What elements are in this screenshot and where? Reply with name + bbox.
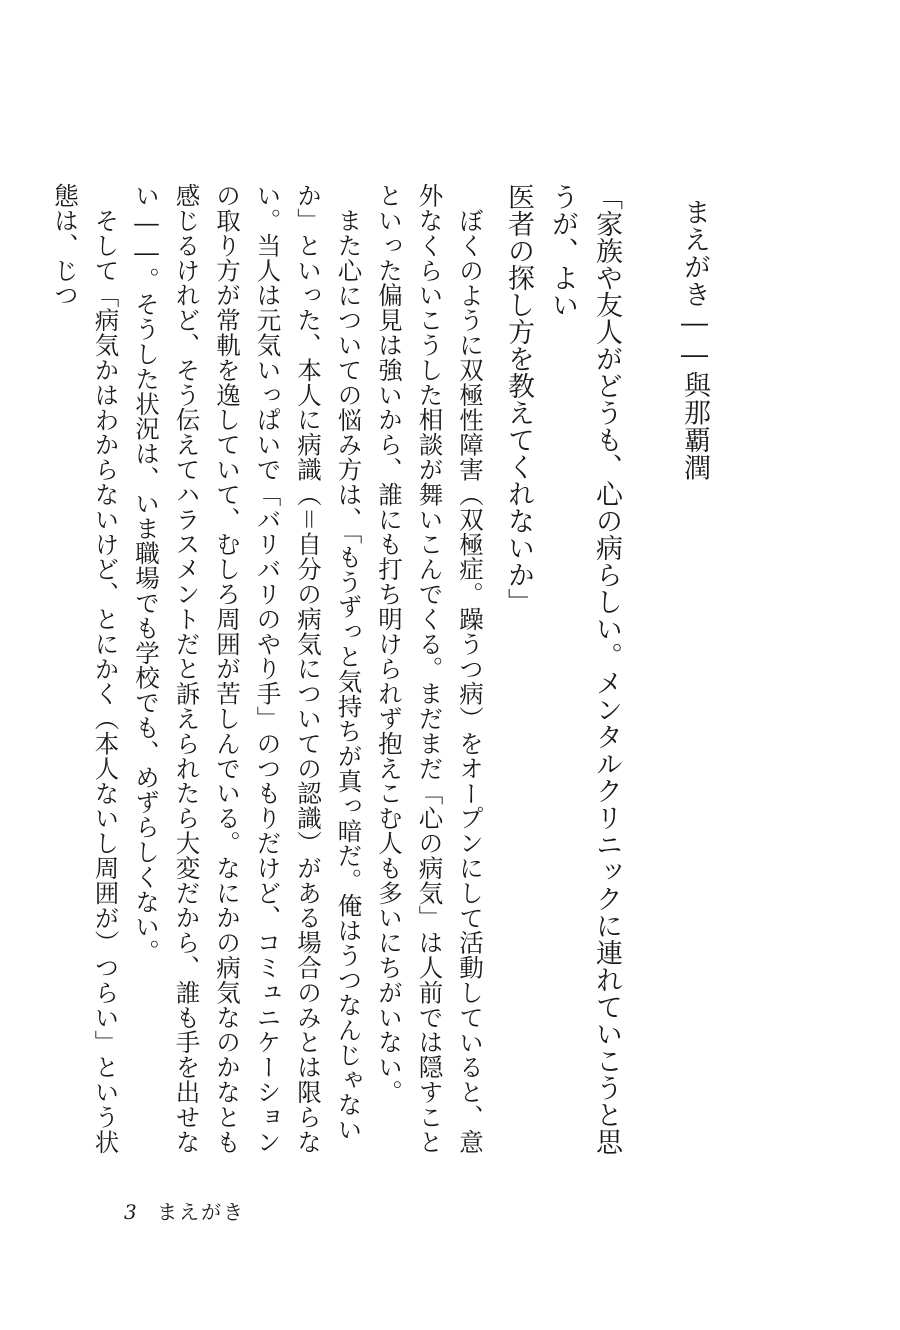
body-text	[45, 183, 491, 1163]
body-paragraph-1: ぼくのように双極性障害（双極症。躁うつ病）をオープンにして活動していると、意外なくらいこうした相談が舞いこんでくる。まだまだ「心の病気」は人前では隠すことといった偏見は強いから、誰にも打ち明けられず抱えこむ人も多いにちがいない。	[375, 183, 485, 1155]
chapter-title: まえがき――與那覇潤	[679, 198, 710, 481]
body-paragraph-2: また心についての悩み方は、「もうずっと気持ちが真っ暗だ。俺はうつなんじゃないか」といった、本人に病識（＝自分の病気についての認識）がある場合のみとは限らない。当人は元気いっぱいで「バリバリのやり手」のつもりだけど、コミュニケーションの取り方が常軌を逸していて、むしろ周囲が苦しんでいる。なにかの病気なのかなとも感じるけれど、そう伝えてハラスメントだと訴えられたら大変だから、誰も手を出せない――。そうした状況は、いま職場でも学校でも、めずらしくない。	[132, 183, 364, 1155]
chapter-epigraph	[496, 183, 628, 1163]
epigraph-line-1: 「家族や友人がどうも、心の病らしい。メンタルクリニックに連れていこうと思うが、よい	[547, 183, 622, 1155]
page-footer	[124, 1196, 245, 1225]
body-paragraph-3: そして「病気かはわからないけど、とにかく（本人ないし周囲が）つらい」という状態は、じつ	[51, 183, 121, 1154]
running-title: まえがき	[157, 1200, 246, 1224]
page-number: 3	[124, 1200, 139, 1224]
epigraph-line-2: 医者の探し方を教えてくれないか」	[503, 183, 534, 615]
